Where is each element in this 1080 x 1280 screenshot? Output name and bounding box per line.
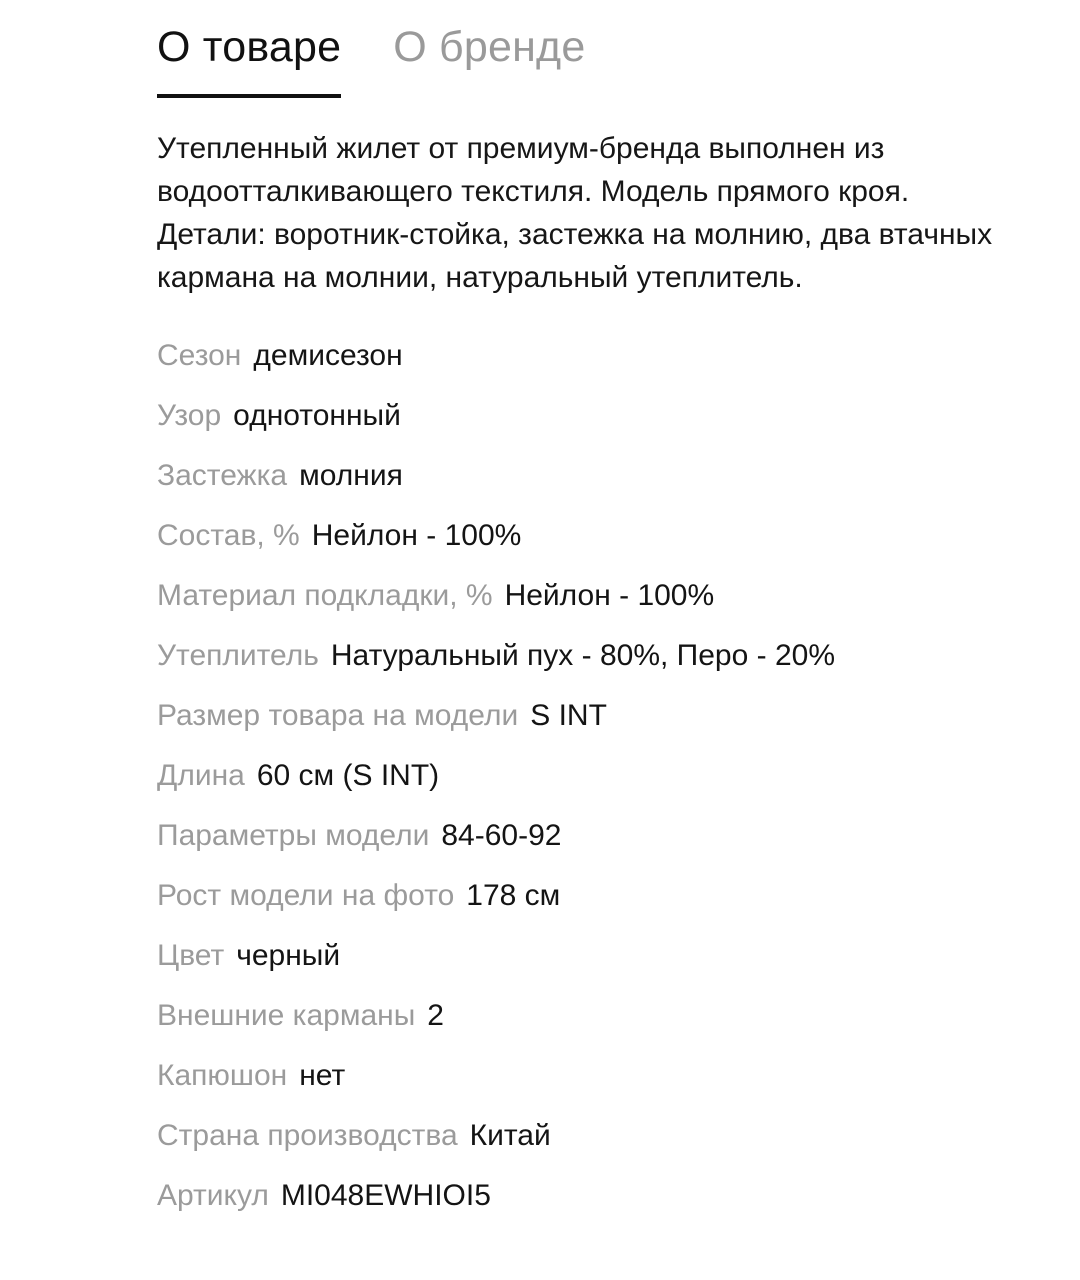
spec-label: Внешние карманы bbox=[157, 999, 416, 1032]
tab-about-brand[interactable]: О бренде bbox=[393, 23, 586, 71]
spec-value: Нейлон - 100% bbox=[504, 579, 715, 612]
spec-value: 84-60-92 bbox=[441, 819, 562, 852]
spec-label: Узор bbox=[157, 399, 222, 432]
spec-value: MI048EWHIOI5 bbox=[280, 1179, 491, 1212]
spec-row-insulation bbox=[157, 638, 1037, 698]
spec-label: Застежка bbox=[157, 459, 288, 492]
spec-label: Состав, % bbox=[157, 519, 300, 552]
spec-label: Утеплитель bbox=[157, 639, 319, 672]
spec-row-model-size bbox=[157, 698, 1037, 758]
spec-value: Китай bbox=[469, 1119, 551, 1152]
spec-row-length bbox=[157, 758, 1037, 818]
spec-value: 60 см (S INT) bbox=[256, 759, 440, 792]
spec-row-hood bbox=[157, 1058, 1037, 1118]
spec-row-fastener bbox=[157, 458, 1037, 518]
spec-row-lining bbox=[157, 578, 1037, 638]
spec-label: Параметры модели bbox=[157, 819, 430, 852]
spec-label: Размер товара на модели bbox=[157, 699, 519, 732]
spec-list bbox=[157, 338, 1037, 1238]
spec-label: Цвет bbox=[157, 939, 225, 972]
spec-label: Страна производства bbox=[157, 1119, 458, 1152]
spec-row-pattern bbox=[157, 398, 1037, 458]
spec-value: S INT bbox=[530, 699, 607, 732]
spec-value: Нейлон - 100% bbox=[311, 519, 522, 552]
spec-label: Материал подкладки, % bbox=[157, 579, 493, 612]
spec-value: демисезон bbox=[253, 339, 403, 372]
spec-value: 2 bbox=[427, 999, 444, 1032]
spec-value: нет bbox=[299, 1059, 346, 1092]
spec-row-pockets bbox=[157, 998, 1037, 1058]
spec-value: 178 см bbox=[466, 879, 561, 912]
spec-row-season bbox=[157, 338, 1037, 398]
spec-value: черный bbox=[236, 939, 341, 972]
tab-about-product[interactable]: О товаре bbox=[157, 0, 341, 98]
spec-row-model-height bbox=[157, 878, 1037, 938]
spec-label: Артикул bbox=[157, 1179, 269, 1212]
spec-label: Рост модели на фото bbox=[157, 879, 455, 912]
spec-label: Сезон bbox=[157, 339, 242, 372]
product-info-panel bbox=[157, 0, 1037, 1238]
spec-row-color bbox=[157, 938, 1037, 998]
spec-value: однотонный bbox=[233, 399, 401, 432]
spec-row-composition bbox=[157, 518, 1037, 578]
tabs-bar bbox=[157, 0, 1037, 100]
spec-value: молния bbox=[299, 459, 403, 492]
spec-label: Капюшон bbox=[157, 1059, 288, 1092]
spec-row-country bbox=[157, 1118, 1037, 1178]
spec-row-sku bbox=[157, 1178, 1037, 1238]
spec-label: Длина bbox=[157, 759, 245, 792]
product-description: Утепленный жилет от премиум-бренда выполнен из водоотталкивающего текстиля. Модель прямого кроя. Детали: воротник-стойка, застежка на молнию, два втачных кармана на молнии, натуральный утеплитель. bbox=[157, 132, 993, 294]
spec-row-model-params bbox=[157, 818, 1037, 878]
spec-value: Натуральный пух - 80%, Перо - 20% bbox=[330, 639, 835, 672]
